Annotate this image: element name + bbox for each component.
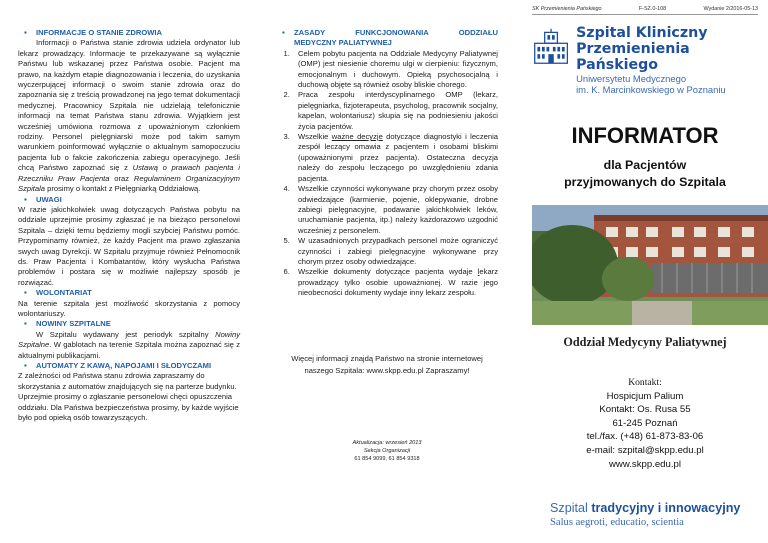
- contact-name: Hospicjum Palium: [606, 390, 684, 402]
- footer-update: Aktualizacja: wrzesień 2013 Sekcja Organizacji 61 854 9099, 61 854 9318: [352, 439, 422, 463]
- heading-health-info: ▪ INFORMACJE O STANIE ZDROWIA: [36, 28, 240, 38]
- list-item: 3. Wszelkie ważne decyzje dotyczące diagnostyki i leczenia zespół leczący omawia z pacjentem i osobami bliskimi (upoważnionymi przez pacjenta). Ostateczna decyzja należy do zespołu leczącego po uwzględnieniu zdania pacjenta.: [292, 132, 498, 184]
- contact-email: e-mail: szpital@skpp.edu.pl: [586, 444, 704, 456]
- paragraph-remarks: W razie jakichkolwiek uwag dotyczących Państwa pobytu na oddziale uprzejmie prosimy zgłaszać je na bieżąco personelowi Szpitala – dzięki temu będziemy mogli szybciej Państwu pomóc. Przypominamy również, że każdy Pacjent ma prawo zgłaszania swych uwag Dyrekcji. W Szpitalu przyjmuje również Pełnomocnik ds. Praw Pacjenta i Kombatantów, który wysłucha Państwa problemów i postara się w możliwie najlepszy sposób je rozwiązać.: [18, 204, 240, 287]
- paragraph-vending: Z zależności od Państwa stanu zdrowia zapraszamy do skorzystania z automatów znajdujących się na parterze budynku. Uprzejmie prosimy o zgłaszanie personelowi chęci opuszczenia oddziału. Dla Państwa bezpieczeństwa prosimy, by każde wyjście było pod opieką osób towarzyszących.: [18, 371, 239, 423]
- column-middle: [256, 0, 512, 543]
- paragraph-hospital-news: W Szpitalu wydawany jest periodyk szpitalny Nowiny Szpitalne. W gablotach na terenie Szpitala można zapoznać się z aktualnymi publikacjami.: [18, 329, 240, 360]
- list-item: 2. Praca zespołu interdyscyplinarnego OMP (lekarz, pielęgniarka, fizjoterapeuta, psycholog, pracownik socjalny, kapelan, wolontariusz) skupia się na podniesieniu jakości życia pacjentów.: [292, 90, 498, 132]
- heading-volunteering: ▪ WOLONTARIAT: [36, 288, 240, 298]
- latin-motto: Salus aegroti, educatio, scientia: [550, 517, 684, 529]
- contact-website: www.skpp.edu.pl: [609, 458, 681, 470]
- list-item: 6. Wszelkie dokumenty dotyczące pacjenta wydaje lekarz prowadzący tylko osobie upoważnionej. W razie jego nieobecności dokumenty wydaje inny lekarz zespołu.: [292, 267, 498, 298]
- contact-label: Kontakt:: [628, 377, 662, 388]
- logo-line-3: Uniwersytetu Medycznego: [576, 73, 687, 84]
- heading-vending: ▪ AUTOMATY Z KAWĄ, NAPOJAMI I SŁODYCZAMI: [36, 361, 240, 371]
- column-left: [0, 0, 256, 543]
- contact-phone: tel./fax. (+48) 61-873-83-06: [586, 431, 704, 443]
- column-right: [512, 0, 768, 543]
- paragraph-volunteering: Na terenie szpitala jest możliwość skorzystania z pomocy wolontariuszy.: [18, 298, 240, 318]
- contact-block: [532, 376, 758, 471]
- contact-address: Kontakt: Os. Rusa 55: [599, 404, 691, 416]
- logo-line-2: Przemienienia Pańskiego: [576, 41, 690, 73]
- heading-remarks: ▪ UWAGI: [36, 195, 240, 205]
- document-subtitle: dla Pacjentów przyjmowanych do Szpitala: [564, 158, 726, 189]
- document-header: SK Przemienienia Pańskiego F-SZ.0-108 Wydanie 2/2016-05-13: [532, 6, 758, 15]
- logo-line-4: im. K. Marcinkowskiego w Poznaniu: [576, 84, 726, 95]
- paragraph-health-info: Informacji o Państwa stanie zdrowia udziela ordynator lub lekarz prowadzący. Informacje te przekazywane są wyłącznie Państwu lub wskazanej przez Państwa osobie. Pacjent ma prawo, na każdym etapie diagnozowania i leczenia, do uzyskania wyczerpującej informacji o swoim stanie zdrowia oraz do zapoznania się z treścią prowadzonej na jego temat dokumentacji medycznej. Pracownicy Szpitala nie udzielają telefonicznie informacji na temat Państwa stanu zdrowia. Wyjątkiem jest wcześniej umówiona rozmowa z upoważnionym członkiem rodziny. Personel pielęgniarski może pod takim samym warunkiem poinformować wyłącznie o aktualnym samopoczuciu pacjenta lub o fakcie zakończenia zabiegu operacyjnego. Jeśli chcą Państwo zapoznać się z Ustawą o prawach pacjenta i Rzeczniku Praw Pacjenta oraz Regulaminem Organizacyjnym Szpitala prosimy o kontakt z Pielęgniarką Oddziałową.: [18, 38, 240, 194]
- heading-rules-line2: MEDYCZNY PALIATYWNEJ: [294, 38, 392, 48]
- list-item: 5. W uzasadnionych przypadkach personel może ograniczyć czynności i zabiegi pielęgnacyjne wykonywane przy chorym przez osoby odwiedzające.: [292, 236, 498, 267]
- hospital-photo: [532, 205, 768, 325]
- hospital-motto: Szpital tradycyjny i innowacyjny Salus aegroti, educatio, scientia: [532, 501, 758, 528]
- list-item: 4. Wszelkie czynności wykonywane przy chorym przez osoby odwiedzające (karmienie, pojenie, oklepywanie, drobne zabiegi pielęgnacyjne, podawanie jakichkolwiek leków, uruchamianie pacjenta, itp.) należy każdorazowo uzgodnić wcześniej z personelem.: [292, 184, 498, 236]
- heading-hospital-news: ▪ NOWINY SZPITALNE: [36, 319, 240, 329]
- more-info-text: Więcej informacji znajdą Państwo na stronie internetowej naszego Szpitala: www.skpp.edu.pl Zapraszamy!: [291, 353, 483, 375]
- list-item: 1. Celem pobytu pacjenta na Oddziale Medycyny Paliatywnej (OMP) jest niesienie choremu ulgi w cierpieniu: fizycznym, emocjonalnym i duchowym. Opieką psychosocjalną i duchową objęte są również osoby bliskie chorego.: [292, 49, 498, 91]
- logo-line-1: Szpital Kliniczny: [576, 25, 708, 41]
- heading-rules: ▪ ZASADY FUNKCJONOWANIA ODDZIAŁU: [294, 28, 498, 38]
- document-title: INFORMATOR: [571, 123, 719, 148]
- contact-postcode: 61-245 Poznań: [612, 417, 678, 429]
- rules-list: [276, 49, 498, 299]
- department-name: Oddział Medycyny Paliatywnej: [563, 335, 727, 349]
- hospital-logo: [532, 25, 758, 95]
- hospital-building-icon: [532, 25, 570, 67]
